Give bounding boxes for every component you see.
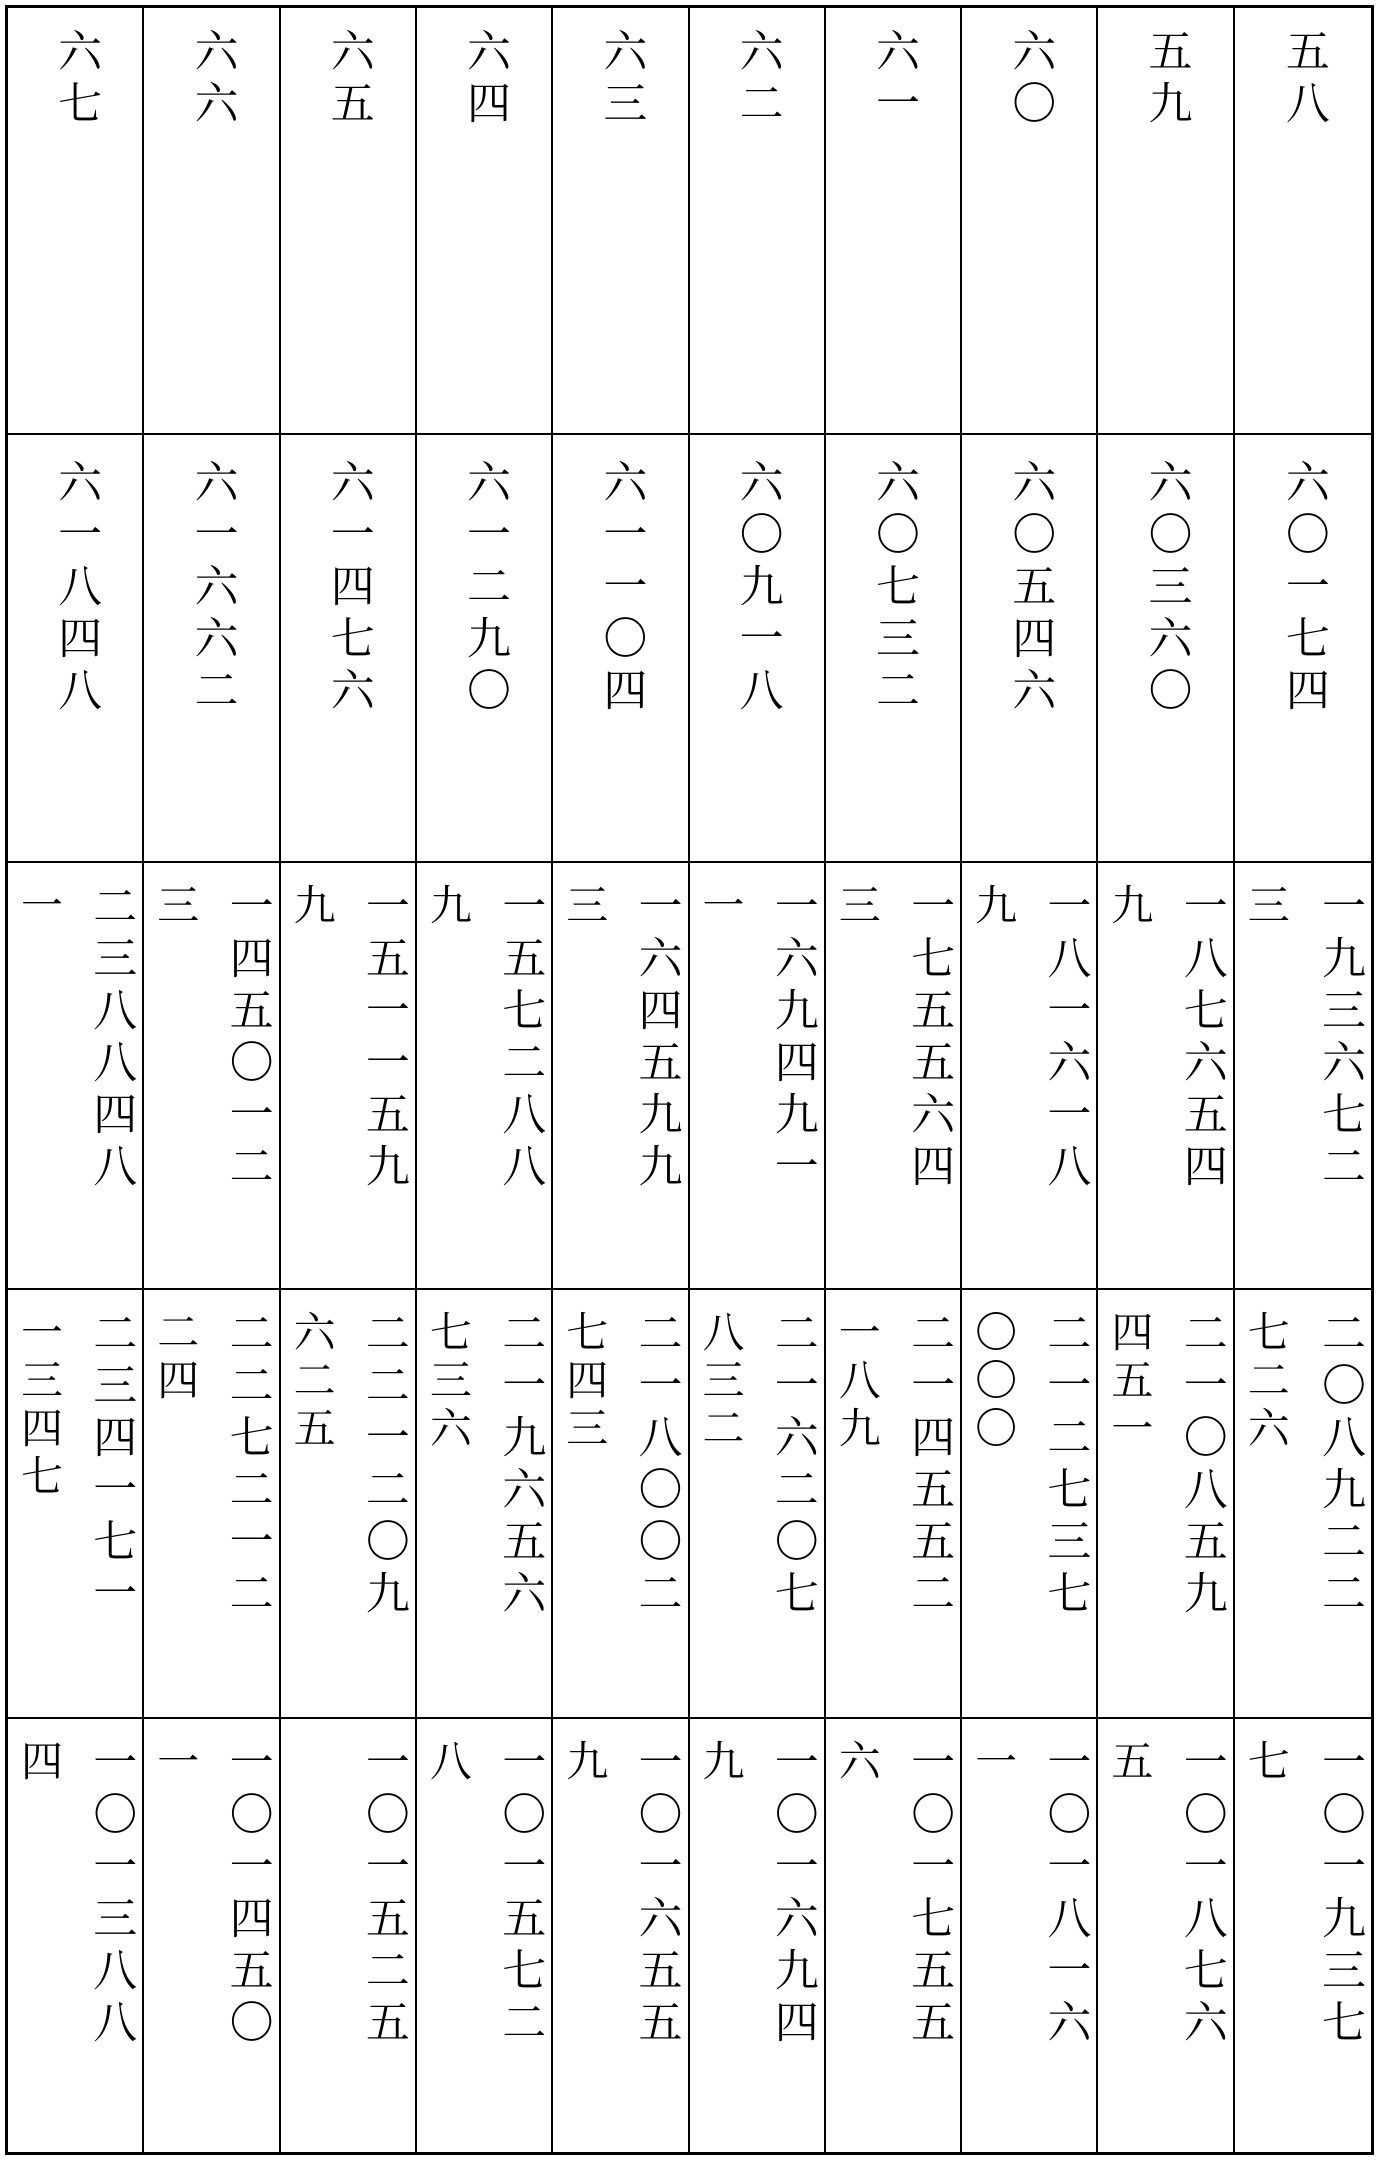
quotient-row-sub-text: 一三四七 (15, 1310, 64, 1502)
table-cell (553, 863, 689, 1290)
table-cell (281, 1290, 417, 1719)
value-row-main-text: 六〇七三二 (867, 459, 919, 719)
value-row-main-text: 六一八四八 (50, 459, 102, 719)
table-cell (1235, 863, 1371, 1290)
quotient-row-sub-text: 八三二 (696, 1310, 746, 1454)
ratio-row-main-text: 一〇一四五〇 (221, 1739, 273, 2051)
quotient-row-sub-text: 四五一 (1105, 1310, 1155, 1454)
ratio-row-main-text: 一〇一六九四 (766, 1739, 818, 2051)
product-row-sub-text: 九 (969, 883, 1019, 931)
table-cell (962, 1290, 1098, 1719)
product-row-main-text: 一七五五六四 (903, 883, 955, 1195)
table-cell (144, 435, 280, 863)
quotient-row-sub-text: 七二六 (1241, 1310, 1291, 1454)
table-cell (8, 8, 144, 435)
product-row-main-text: 一六九四九一 (766, 883, 818, 1195)
quotient-row-main-text: 二一二七三七 (1039, 1310, 1091, 1622)
ratio-row-sub-text: 七 (1241, 1739, 1291, 1787)
table-cell (281, 435, 417, 863)
quotient-row-main-text: 二三四一七一 (85, 1310, 137, 1622)
table-cell (826, 1290, 962, 1719)
table-cell (144, 863, 280, 1290)
header-row-main-text: 六四 (459, 28, 511, 132)
table-cell (826, 863, 962, 1290)
table-cell (8, 435, 144, 863)
table-cell (962, 8, 1098, 435)
product-row-main-text: 一六四五九九 (630, 883, 682, 1195)
product-row-main-text: 一八一六一八 (1039, 883, 1091, 1195)
value-row-main-text: 六一二九〇 (459, 459, 511, 719)
product-row-main-text: 一四五〇一二 (221, 883, 273, 1195)
ratio-row-sub-text: 六 (832, 1739, 882, 1787)
table-cell (417, 8, 553, 435)
value-row-main-text: 六〇三六〇 (1140, 459, 1192, 719)
value-row-main-text: 六一四七六 (322, 459, 374, 719)
table-cell (1235, 8, 1371, 435)
product-row-sub-text: 三 (1241, 883, 1291, 931)
ratio-row-main-text: 一〇一五二五 (357, 1739, 409, 2051)
product-row-sub-text: 九 (1105, 883, 1155, 931)
product-row-sub-text: 一 (15, 883, 64, 931)
table-cell (1235, 1719, 1371, 2152)
header-row-main-text: 六一 (867, 28, 919, 132)
ratio-row-sub-text: 一 (151, 1739, 201, 1787)
header-row-main-text: 六六 (186, 28, 238, 132)
table-cell (1235, 435, 1371, 863)
quotient-row-sub-text: 一八九 (832, 1310, 882, 1454)
table-cell (1098, 863, 1234, 1290)
ratio-row-main-text: 一〇一八一六 (1039, 1739, 1091, 2051)
header-row-main-text: 六二 (731, 28, 783, 132)
ratio-row-sub-text: 四 (15, 1739, 64, 1787)
table-cell (281, 863, 417, 1290)
header-row-main-text: 六〇 (1004, 28, 1056, 132)
product-row-main-text: 一九三六七二 (1314, 883, 1365, 1195)
ratio-row-main-text: 一〇一六五五 (630, 1739, 682, 2051)
ratio-row-sub-text: 九 (696, 1739, 746, 1787)
data-table (5, 5, 1374, 2155)
value-row-main-text: 六〇五四六 (1004, 459, 1056, 719)
table-cell (144, 8, 280, 435)
quotient-row-sub-text: 二四 (151, 1310, 201, 1406)
table-cell (281, 1719, 417, 2152)
header-row-main-text: 六三 (595, 28, 647, 132)
quotient-row-main-text: 二一〇八五九 (1175, 1310, 1227, 1622)
table-cell (690, 8, 826, 435)
quotient-row-sub-text: 〇〇〇 (969, 1310, 1019, 1454)
table-cell (553, 1290, 689, 1719)
product-row-main-text: 一五一一五九 (357, 883, 409, 1195)
table-cell (1098, 1719, 1234, 2152)
quotient-row-main-text: 二〇八九二二 (1314, 1310, 1365, 1622)
product-row-sub-text: 三 (560, 883, 610, 931)
table-cell (144, 1290, 280, 1719)
quotient-row-main-text: 二一九六五六 (494, 1310, 546, 1622)
product-row-sub-text: 九 (287, 883, 337, 931)
ratio-row-main-text: 一〇一五七二 (494, 1739, 546, 2051)
table-cell (962, 435, 1098, 863)
ratio-row-main-text: 一〇一八七六 (1175, 1739, 1227, 2051)
table-cell (553, 435, 689, 863)
quotient-row-sub-text: 七三六 (423, 1310, 473, 1454)
table-cell (690, 1290, 826, 1719)
ratio-row-main-text: 一〇一三八八 (85, 1739, 137, 2051)
table-cell (1098, 1290, 1234, 1719)
table-cell (417, 1290, 553, 1719)
table-cell (553, 8, 689, 435)
product-row-sub-text: 三 (151, 883, 201, 931)
value-row-main-text: 六〇一七四 (1277, 459, 1329, 719)
table-cell (8, 1290, 144, 1719)
table-cell (1098, 435, 1234, 863)
header-row-main-text: 五九 (1140, 28, 1192, 132)
header-row-main-text: 六七 (50, 28, 102, 132)
table-cell (281, 8, 417, 435)
table-cell (690, 1719, 826, 2152)
table-cell (690, 435, 826, 863)
table-cell (417, 435, 553, 863)
header-row-main-text: 六五 (322, 28, 374, 132)
quotient-row-main-text: 二二一二〇九 (357, 1310, 409, 1622)
value-row-main-text: 六一六六二 (186, 459, 238, 719)
quotient-row-main-text: 二一六二〇七 (766, 1310, 818, 1622)
product-row-sub-text: 九 (423, 883, 473, 931)
product-row-main-text: 一八七六五四 (1175, 883, 1227, 1195)
quotient-row-main-text: 二二七二一二 (221, 1310, 273, 1622)
table-cell (553, 1719, 689, 2152)
quotient-row-sub-text: 六二五 (287, 1310, 337, 1454)
value-row-main-text: 六〇九一八 (731, 459, 783, 719)
table-cell (962, 863, 1098, 1290)
table-cell (826, 435, 962, 863)
quotient-row-main-text: 二一四五五二 (903, 1310, 955, 1622)
product-row-main-text: 一五七二八八 (494, 883, 546, 1195)
ratio-row-main-text: 一〇一七五五 (903, 1739, 955, 2051)
table-cell (8, 863, 144, 1290)
value-row-main-text: 六一一〇四 (595, 459, 647, 719)
table-cell (417, 863, 553, 1290)
table-cell (826, 1719, 962, 2152)
product-row-main-text: 二三八八四八 (85, 883, 137, 1195)
header-row-main-text: 五八 (1277, 28, 1329, 132)
product-row-sub-text: 三 (832, 883, 882, 931)
table-cell (690, 863, 826, 1290)
table-cell (962, 1719, 1098, 2152)
table-cell (1098, 8, 1234, 435)
table-cell (1235, 1290, 1371, 1719)
quotient-row-sub-text: 七四三 (560, 1310, 610, 1454)
ratio-row-sub-text: 九 (560, 1739, 610, 1787)
table-cell (417, 1719, 553, 2152)
table-cell (8, 1719, 144, 2152)
product-row-sub-text: 一 (696, 883, 746, 931)
ratio-row-sub-text: 一 (969, 1739, 1019, 1787)
quotient-row-main-text: 二一八〇〇二 (630, 1310, 682, 1622)
ratio-row-main-text: 一〇一九三七 (1314, 1739, 1365, 2051)
table-cell (826, 8, 962, 435)
ratio-row-sub-text: 五 (1105, 1739, 1155, 1787)
table-cell (144, 1719, 280, 2152)
ratio-row-sub-text: 八 (423, 1739, 473, 1787)
